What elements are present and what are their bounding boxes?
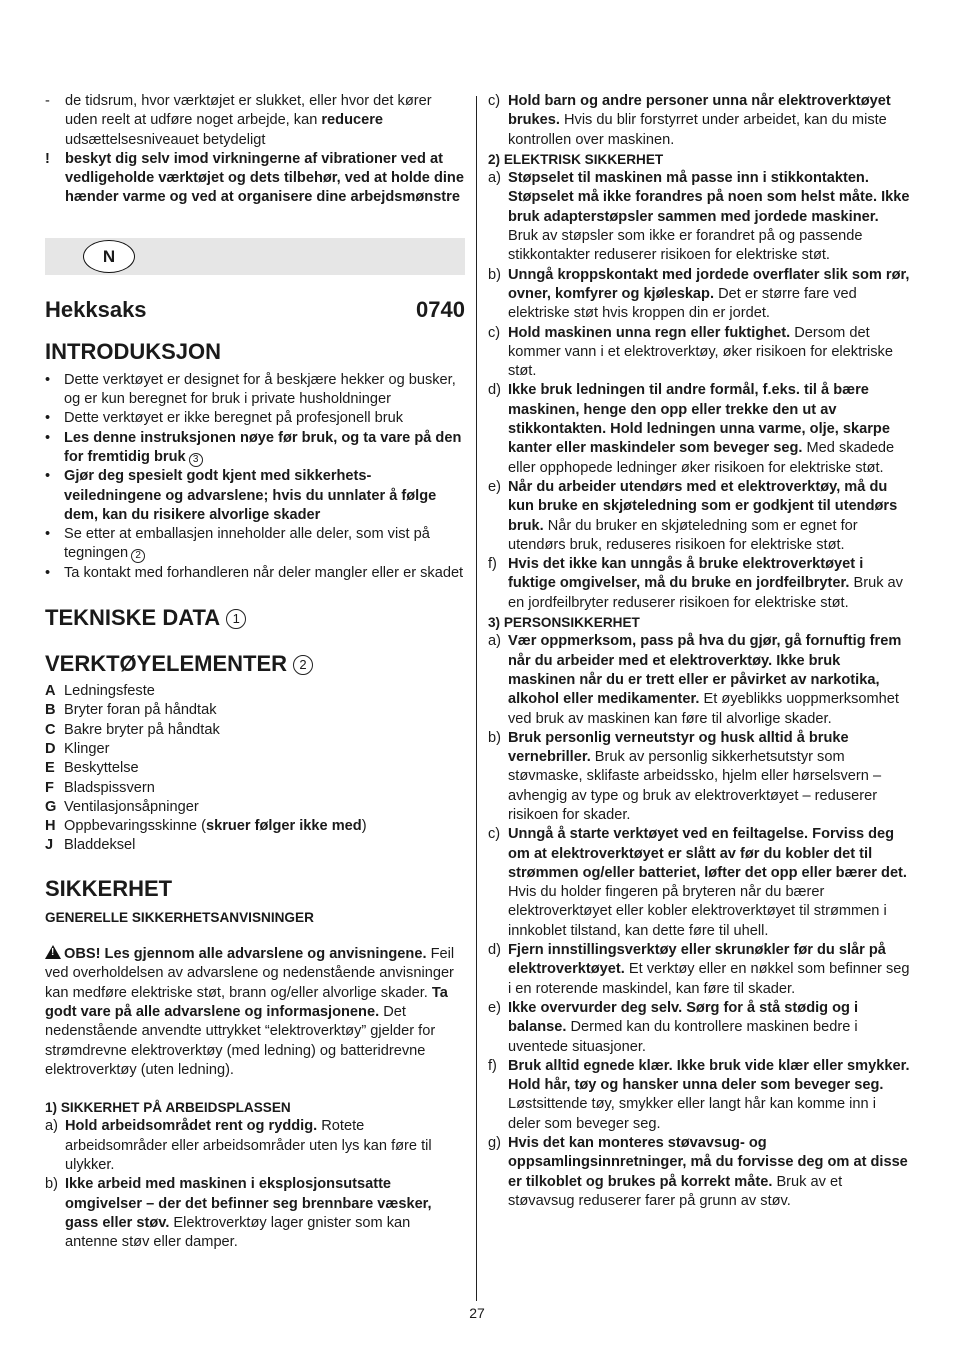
element-item bbox=[45, 836, 465, 855]
bold-text: reducere bbox=[321, 112, 384, 129]
list-item-text bbox=[508, 999, 910, 1057]
figure-ref-badge: 2 bbox=[293, 655, 313, 675]
bold-text: Ikke overvurder deg selv. Sørg for å stå stødig og i balanse. bbox=[508, 999, 859, 1036]
item-letter: a) bbox=[488, 170, 501, 187]
list-item-text bbox=[64, 525, 465, 564]
body-text: Bruk av personlig sikkerhetsutstyr som støvmaske, sklifaste arbeidssko, hjelm eller hørselsvern – avhengig av type og bruk av elektroverktøyet – reduserer risikoen for skader. bbox=[508, 749, 882, 823]
intro-bullet-list bbox=[45, 371, 465, 583]
electric-safety-list bbox=[488, 169, 910, 613]
safety-heading: SIKKERHET bbox=[45, 875, 173, 901]
bold-text: Hvis det ikke kan unngås å bruke elektroverktøyet i fuktige omgivelser, må du bruke en jordfeilbryter. bbox=[508, 556, 864, 592]
body-text: Hvis du holder fingeren på bryteren når du bærer elektroverktøyet eller kobler elektroverktøyet til strømmen i innkoblet tilstand, kan dette føre til uhell. bbox=[508, 884, 887, 939]
bullet-item bbox=[45, 371, 465, 410]
safety-item bbox=[488, 92, 910, 150]
right-column bbox=[488, 92, 910, 1211]
tool-elements-heading bbox=[45, 651, 465, 677]
item-letter: f) bbox=[488, 1057, 497, 1074]
list-item-text bbox=[508, 381, 910, 477]
list-item-text bbox=[65, 150, 465, 208]
list-marker: - bbox=[45, 93, 50, 109]
list-item-text bbox=[64, 721, 465, 740]
workplace-safety-list bbox=[45, 1117, 465, 1252]
list-item-text bbox=[64, 817, 465, 836]
electric-safety-heading: 2) ELEKTRISK SIKKERHET bbox=[488, 151, 664, 167]
element-item bbox=[45, 817, 465, 836]
element-key: C bbox=[45, 721, 56, 738]
page-number: 27 bbox=[469, 1305, 485, 1321]
body-text: Elektroverktøy lager gnister som kan antenne støv eller damper. bbox=[65, 1214, 411, 1251]
list-item-text bbox=[64, 836, 465, 855]
element-item bbox=[45, 759, 465, 778]
list-item-text bbox=[64, 409, 465, 428]
body-text: Dersom det kommer vann i et elektroverktøy, øker risikoen for elektriske støt. bbox=[508, 324, 893, 380]
body-text: de tidsrum, hvor værktøjet er slukket, eller hvor det kører uden reelt at udføre noget arbejde, kan bbox=[65, 93, 432, 129]
safety-item bbox=[488, 169, 910, 265]
bullet-icon: • bbox=[45, 429, 51, 446]
element-key: J bbox=[45, 837, 54, 854]
element-item bbox=[45, 682, 465, 701]
bold-text: Bruk personlig verneutstyr og husk alltid å bruke vernebriller. bbox=[508, 729, 849, 766]
body-text: Dette verktøyet er ikke beregnet på profesjonell bruk bbox=[64, 410, 404, 427]
item-letter: c) bbox=[488, 324, 501, 341]
bullet-item bbox=[45, 564, 465, 583]
bold-text: Ikke arbeid med maskinen i eksplosjonsutsatte omgivelser – der det befinner seg brennbare væsker, gass eller støv. bbox=[65, 1176, 432, 1231]
list-item-text bbox=[508, 1134, 910, 1211]
bold-text: Fjern innstillingsverktøy eller skrunøkler før du slår på elektroverktøyet. bbox=[508, 942, 886, 978]
personal-safety-heading: 3) PERSONSIKKERHET bbox=[488, 615, 640, 631]
tech-data-heading bbox=[45, 605, 465, 631]
bold-text: Hvis det kan monteres støvavsug- og oppsamlingsinnretninger, må du forvisse deg om at disse er tilkoblet og brukes på korrekt måte. bbox=[508, 1135, 908, 1190]
product-number: 0740 bbox=[416, 296, 465, 322]
intro-heading: INTRODUKSJON bbox=[45, 338, 222, 364]
bold-text: Vær oppmerksom, pass på hva du gjør, gå fornuftig frem når du arbeider med et elektroverktøy. Ikke bruk maskinen når du er trett eller er påvirket av narkotika, alkohol eller medikamenter. bbox=[508, 633, 902, 708]
list-item-text bbox=[508, 478, 910, 555]
list-item-text bbox=[64, 564, 465, 583]
body-text: Se etter at emballasjen inneholder alle deler, som vist på tegningen bbox=[64, 526, 430, 562]
list-item-text bbox=[64, 798, 465, 817]
list-item-text bbox=[508, 169, 910, 265]
list-item-text bbox=[508, 92, 910, 150]
safety-item bbox=[488, 825, 910, 941]
bullet-icon: • bbox=[45, 564, 51, 581]
element-key: F bbox=[45, 779, 54, 796]
list-item-text bbox=[64, 740, 465, 759]
element-key: A bbox=[45, 683, 56, 700]
bold-text: skruer følger ikke med bbox=[205, 818, 362, 835]
bold-text: Les denne instruksjonen nøye før bruk, og ta vare på den for fremtidig bruk bbox=[64, 429, 462, 465]
bold-text: Unngå å starte verktøyet ved en feiltagelse. Forviss deg om at elektroverktøyet er slått av før du kobler det til strømmen og/eller batteriet, løfter det opp eller bærer det. bbox=[508, 826, 907, 881]
element-item bbox=[45, 798, 465, 817]
warning-text bbox=[45, 946, 454, 1078]
safety-item bbox=[488, 555, 910, 613]
item-letter: b) bbox=[45, 1176, 58, 1193]
bold-text: Ta godt vare på alle advarslene og informasjonene. bbox=[45, 984, 448, 1020]
list-item-text bbox=[508, 1057, 910, 1134]
safety-item bbox=[488, 381, 910, 477]
element-key: D bbox=[45, 740, 56, 757]
body-text: Et verktøy eller en nøkkel som befinner seg i en roterende maskindel, kan føre til skader. bbox=[508, 961, 910, 997]
safety-item bbox=[488, 324, 910, 382]
list-item-text bbox=[65, 92, 465, 150]
body-text: Dette verktøyet er designet for å beskjære hekker og busker, og er kun beregnet for bruk i private husholdninger bbox=[64, 371, 456, 408]
body-text: Beskyttelse bbox=[64, 760, 139, 777]
safety-item bbox=[488, 266, 910, 324]
element-item bbox=[45, 721, 465, 740]
list-item-text bbox=[64, 759, 465, 778]
body-text: Når du bruker en skjøteledning som er egnet for utendørs bruk, reduseres risikoen for elektriske støt. bbox=[508, 517, 858, 553]
body-text: Bladdeksel bbox=[64, 837, 136, 854]
body-text: Dermed kan du kontrollere maskinen bedre i uventede situasjoner. bbox=[508, 1019, 858, 1055]
list-item-text bbox=[65, 1117, 465, 1175]
bullet-item bbox=[45, 429, 465, 468]
safety-item bbox=[45, 1175, 465, 1252]
item-letter: g) bbox=[488, 1135, 501, 1152]
tool-elements-list bbox=[45, 682, 465, 856]
safety-item bbox=[488, 478, 910, 555]
warning-paragraph bbox=[45, 945, 465, 1080]
body-text: Løstsittende tøy, smykker eller langt hår kan komme inn i deler som beveger seg. bbox=[508, 1096, 876, 1132]
body-text: udsættelsesniveauet betydeligt bbox=[65, 131, 266, 148]
product-title: Hekksaks bbox=[45, 296, 147, 322]
safety-item bbox=[488, 999, 910, 1057]
bold-text: OBS! Les gjennom alle advarslene og anvisningene. bbox=[64, 946, 427, 963]
item-letter: b) bbox=[488, 729, 501, 746]
body-text: Det nedenstående anvendte uttrykket “elektroverktøy” gjelder for strømdrevne elektroverktøy (med ledning) og batteridrevne elektroverktøy (uten ledning). bbox=[45, 1003, 436, 1078]
bold-text: Gjør deg spesielt godt kjent med sikkerhets-veiledningene og advarslene; hvis du unnlater å følge dem, kan du risikere alvorlige skader bbox=[64, 468, 437, 523]
vibration-list bbox=[45, 92, 465, 208]
list-item-text bbox=[64, 682, 465, 701]
general-safety-heading: GENERELLE SIKKERHETSANVISNINGER bbox=[45, 909, 314, 925]
bullet-item bbox=[45, 467, 465, 525]
workplace-safety-heading: 1) SIKKERHET PÅ ARBEIDSPLASSEN bbox=[45, 1100, 291, 1116]
body-text: Rotete arbeidsområder eller arbeidsområder uten lys kan føre til ulykker. bbox=[65, 1118, 432, 1173]
body-text: ) bbox=[361, 818, 367, 835]
item-letter: b) bbox=[488, 266, 501, 283]
safety-item bbox=[45, 1117, 465, 1175]
figure-ref-badge: 3 bbox=[189, 453, 203, 467]
body-text: Bryter foran på håndtak bbox=[64, 702, 217, 719]
bullet-item bbox=[45, 525, 465, 564]
figure-ref-badge: 2 bbox=[131, 549, 145, 563]
safety-item bbox=[488, 632, 910, 728]
bullet-icon: • bbox=[45, 371, 51, 388]
item-letter: e) bbox=[488, 999, 501, 1016]
body-text: Oppbevaringsskinne ( bbox=[64, 818, 206, 835]
child-safety-item bbox=[488, 92, 910, 150]
list-item-text bbox=[64, 371, 465, 410]
bullet-icon: • bbox=[45, 468, 51, 485]
item-letter: d) bbox=[488, 942, 501, 959]
body-text: Ventilasjonsåpninger bbox=[64, 798, 199, 815]
list-marker: ! bbox=[45, 150, 50, 167]
bold-text: Når du arbeider utendørs med et elektroverktøy, må du kun bruke en skjøteledning som er godkjent til utendørs bruk. bbox=[508, 478, 898, 534]
list-item-text bbox=[508, 941, 910, 999]
body-text: Det er større fare ved elektriske støt hvis kroppen din er jordet. bbox=[508, 285, 857, 322]
item-letter: c) bbox=[488, 93, 501, 109]
list-item-text bbox=[64, 779, 465, 798]
tech-data-heading-text: TEKNISKE DATA bbox=[45, 605, 221, 631]
list-item-text bbox=[508, 555, 910, 613]
list-item-text bbox=[508, 632, 910, 728]
safety-item bbox=[488, 1057, 910, 1134]
language-code-badge: N bbox=[83, 240, 135, 273]
item-letter: d) bbox=[488, 382, 501, 399]
item-letter: a) bbox=[488, 633, 501, 650]
column-divider bbox=[476, 96, 477, 1301]
body-text: Bakre bryter på håndtak bbox=[64, 721, 220, 738]
element-key: G bbox=[45, 798, 57, 815]
left-column bbox=[45, 92, 465, 1252]
bullet-icon: • bbox=[45, 410, 51, 427]
body-text: Feil ved overholdelsen av advarslene og nedenstående anvisninger kan medføre elektriske støt, brann og/eller alvorlige skader. bbox=[45, 946, 455, 1001]
bold-text: Ikke bruk ledningen til andre formål, f.eks. til å bære maskinen, henge den opp eller trekke den ut av stikkontakten. Hold ledningen unna varme, olje, skarpe kanter eller maskindeler som beveger seg. bbox=[508, 382, 890, 457]
list-item-text bbox=[508, 729, 910, 825]
list-item bbox=[45, 92, 465, 150]
figure-ref-badge: 1 bbox=[226, 609, 246, 629]
body-text: Bruk av en jordfeilbryter reduserer risikoen for elektriske støt. bbox=[508, 575, 903, 611]
tool-elements-heading-text: VERKTØYELEMENTER bbox=[45, 651, 288, 677]
body-text: Klinger bbox=[64, 740, 110, 757]
list-item-text bbox=[64, 467, 465, 525]
body-text: Bruk av støpsler som ikke er forandret på og passende stikkontakter reduserer risikoen for elektriske støt. bbox=[508, 228, 863, 264]
list-item-text bbox=[64, 701, 465, 720]
list-item bbox=[45, 150, 465, 208]
body-text: Hvis du blir forstyrret under arbeidet, kan du miste kontrollen over maskinen. bbox=[508, 112, 887, 148]
item-letter: e) bbox=[488, 478, 501, 495]
product-title-row bbox=[45, 297, 465, 323]
bold-text: beskyt dig selv imod virkningerne af vibrationer ved at vedligeholde værktøjet og dets tilbehør, ved at holde dine hænder varme og ved at organisere dine arbejdsmønstre bbox=[65, 150, 464, 206]
bold-text: Unngå kroppskontakt med jordede overflater slik som rør, ovner, komfyrer og kjøleskap. bbox=[508, 266, 910, 302]
item-letter: f) bbox=[488, 556, 497, 573]
warning-triangle-icon bbox=[45, 945, 61, 959]
element-key: H bbox=[45, 818, 56, 835]
list-item-text bbox=[65, 1175, 465, 1252]
element-item bbox=[45, 779, 465, 798]
list-item-text bbox=[508, 825, 910, 941]
bullet-icon: • bbox=[45, 526, 51, 543]
bold-text: Hold arbeidsområdet rent og ryddig. bbox=[65, 1118, 318, 1135]
body-text: Bladspissvern bbox=[64, 779, 155, 796]
item-letter: a) bbox=[45, 1118, 58, 1135]
item-letter: c) bbox=[488, 826, 501, 843]
safety-item bbox=[488, 729, 910, 825]
body-text: Ta kontakt med forhandleren når deler mangler eller er skadet bbox=[64, 564, 464, 581]
body-text: Med skadede eller opphopede ledninger øker risikoen for elektriske støt. bbox=[508, 440, 895, 476]
language-band bbox=[45, 238, 465, 275]
safety-item bbox=[488, 941, 910, 999]
bold-text: Bruk alltid egnede klær. Ikke bruk vide klær eller smykker. Hold hår, tøy og hansker unna deler som beveger seg. bbox=[508, 1057, 910, 1094]
personal-safety-list bbox=[488, 632, 910, 1211]
element-item bbox=[45, 701, 465, 720]
bold-text: Hold maskinen unna regn eller fuktighet. bbox=[508, 324, 791, 341]
body-text: Et øyeblikks uoppmerksomhet ved bruk av maskinen kan føre til alvorlige skader. bbox=[508, 691, 899, 727]
list-item-text bbox=[64, 429, 465, 468]
bullet-item bbox=[45, 409, 465, 428]
bold-text: Støpselet til maskinen må passe inn i stikkontakten. Støpselet må ikke forandres på noen som helst måte. Ikke bruk adapterstøpsler sammen med jordede maskiner. bbox=[508, 170, 910, 225]
body-text: Ledningsfeste bbox=[64, 683, 155, 700]
list-item-text bbox=[508, 324, 910, 382]
element-key: B bbox=[45, 702, 56, 719]
body-text: Bruk av et støvavsug reduserer farer på grunn av støv. bbox=[508, 1173, 843, 1209]
bold-text: Hold barn og andre personer unna når elektroverktøyet brukes. bbox=[508, 93, 891, 129]
element-item bbox=[45, 740, 465, 759]
safety-item bbox=[488, 1134, 910, 1211]
list-item-text bbox=[508, 266, 910, 324]
element-key: E bbox=[45, 760, 55, 777]
